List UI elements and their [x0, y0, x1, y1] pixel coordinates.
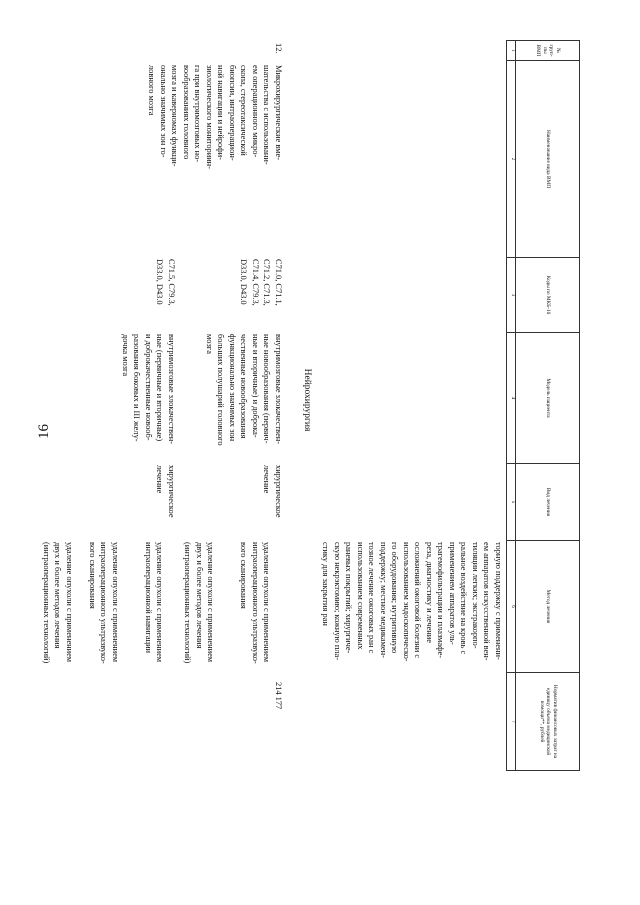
colnum-4: 4	[510, 396, 515, 400]
row12-sub2-method-3: удаление опухоли с применением двух и более методов лечения (интраоперационных технологий)	[42, 542, 74, 664]
header-patient-model: Модель пациента	[545, 378, 552, 418]
continuation-method-text: торную поддержку с применени- ем аппаратов искусственной вен- тиляции легких; экстракорпо- ральное воздействие на кровь с применением аппаратов уль- трагемофильтрации и плазмафе- реза, диагностику и лечение осложнений ожоговой болезни с использованием эндоскопическо- го оборудования; нутритивную поддержку; местное медикамен- тозное лечение ожоговых ран с использованием современных раневых покрытий; хирургиче- скую некрэктомию; кожную пла- стику для закрытия ран	[321, 542, 503, 662]
row12-sub1-model: внутримозговые злокачествен- ные новообразования (первич- ные и вторичные) и доброка- чественные новообразования функционально значимых зон больших полушарий головного мозга	[205, 334, 283, 446]
header-icd-codes: Коды по МКБ-10	[545, 275, 552, 315]
row12-sub2-codes: C71.5, C79.3, D33.0, D43.0	[155, 259, 176, 306]
row12-sub1-methods	[171, 540, 285, 675]
row12-sub2-method-1: удаление опухоли с применением интраоперационной навигации	[144, 542, 165, 663]
header-group: № груп-пы ВМП	[535, 44, 561, 57]
row12-sub2-methods	[29, 540, 177, 675]
row12-sub2-type: хирургическое лечение	[155, 465, 176, 518]
row12-sub1-type: хирургическое лечение	[262, 465, 283, 518]
numrow-bottom-border	[506, 40, 507, 770]
header-treatment-type: Вид лечения	[545, 487, 552, 517]
row12-sub2-method-2: удаление опухоли с применением интраоперационного ультразвуко- вого сканирования	[88, 542, 120, 664]
header-treatment-method: Метод лечения	[545, 589, 552, 624]
row12-group-number: 12.	[274, 43, 283, 54]
colnum-2: 2	[510, 157, 515, 161]
header-cost-norm: Норматив финансовых затрат на единицу объема медицинской помощи**, рублей	[538, 684, 558, 759]
colnum-7: 7	[510, 720, 515, 723]
colnum-6: 6	[510, 605, 515, 608]
row12-sub1-method-1: удаление опухоли с применением интраоперационного ультразвуко- вого сканирования	[239, 542, 272, 664]
page-number: 16	[36, 424, 52, 439]
row12-sub1-codes: C71.0, C71.1, C71.2, C71.3, C71.4, C79.3, D33.0, D43.0	[239, 259, 283, 306]
colnum-3: 3	[510, 293, 515, 297]
colnum-1: 1	[510, 49, 515, 52]
row12-vmp-name: Микрохирургические вме- шательства с использовани- ем операционного микро- скопа, стереотаксической биопсии, интраоперацион- ной навигации и нейрофи- зиологического мониториин- га при внутримозговых но- вообразованиях головного мозга и каверномах функци- онально значимых зон го- ловного мозга	[147, 65, 283, 169]
col-border-7	[506, 770, 580, 771]
section-title: Нейрохирургия	[302, 368, 312, 432]
header-vmp-name: Наименование вида ВМП	[545, 129, 552, 189]
row12-sub1-method-2: удаление опухоли с применением двух и более методов лечения (интраоперационных технологий)	[183, 542, 216, 664]
row12-sub2-model: внутримозговые злокачествен- ные (первичные и вторичные) и доброкачественные новооб- разования боковых и III желу- дочка мозга	[121, 334, 176, 445]
row12-cost-norm: 214 177	[274, 682, 283, 710]
colnum-5: 5	[510, 500, 515, 504]
